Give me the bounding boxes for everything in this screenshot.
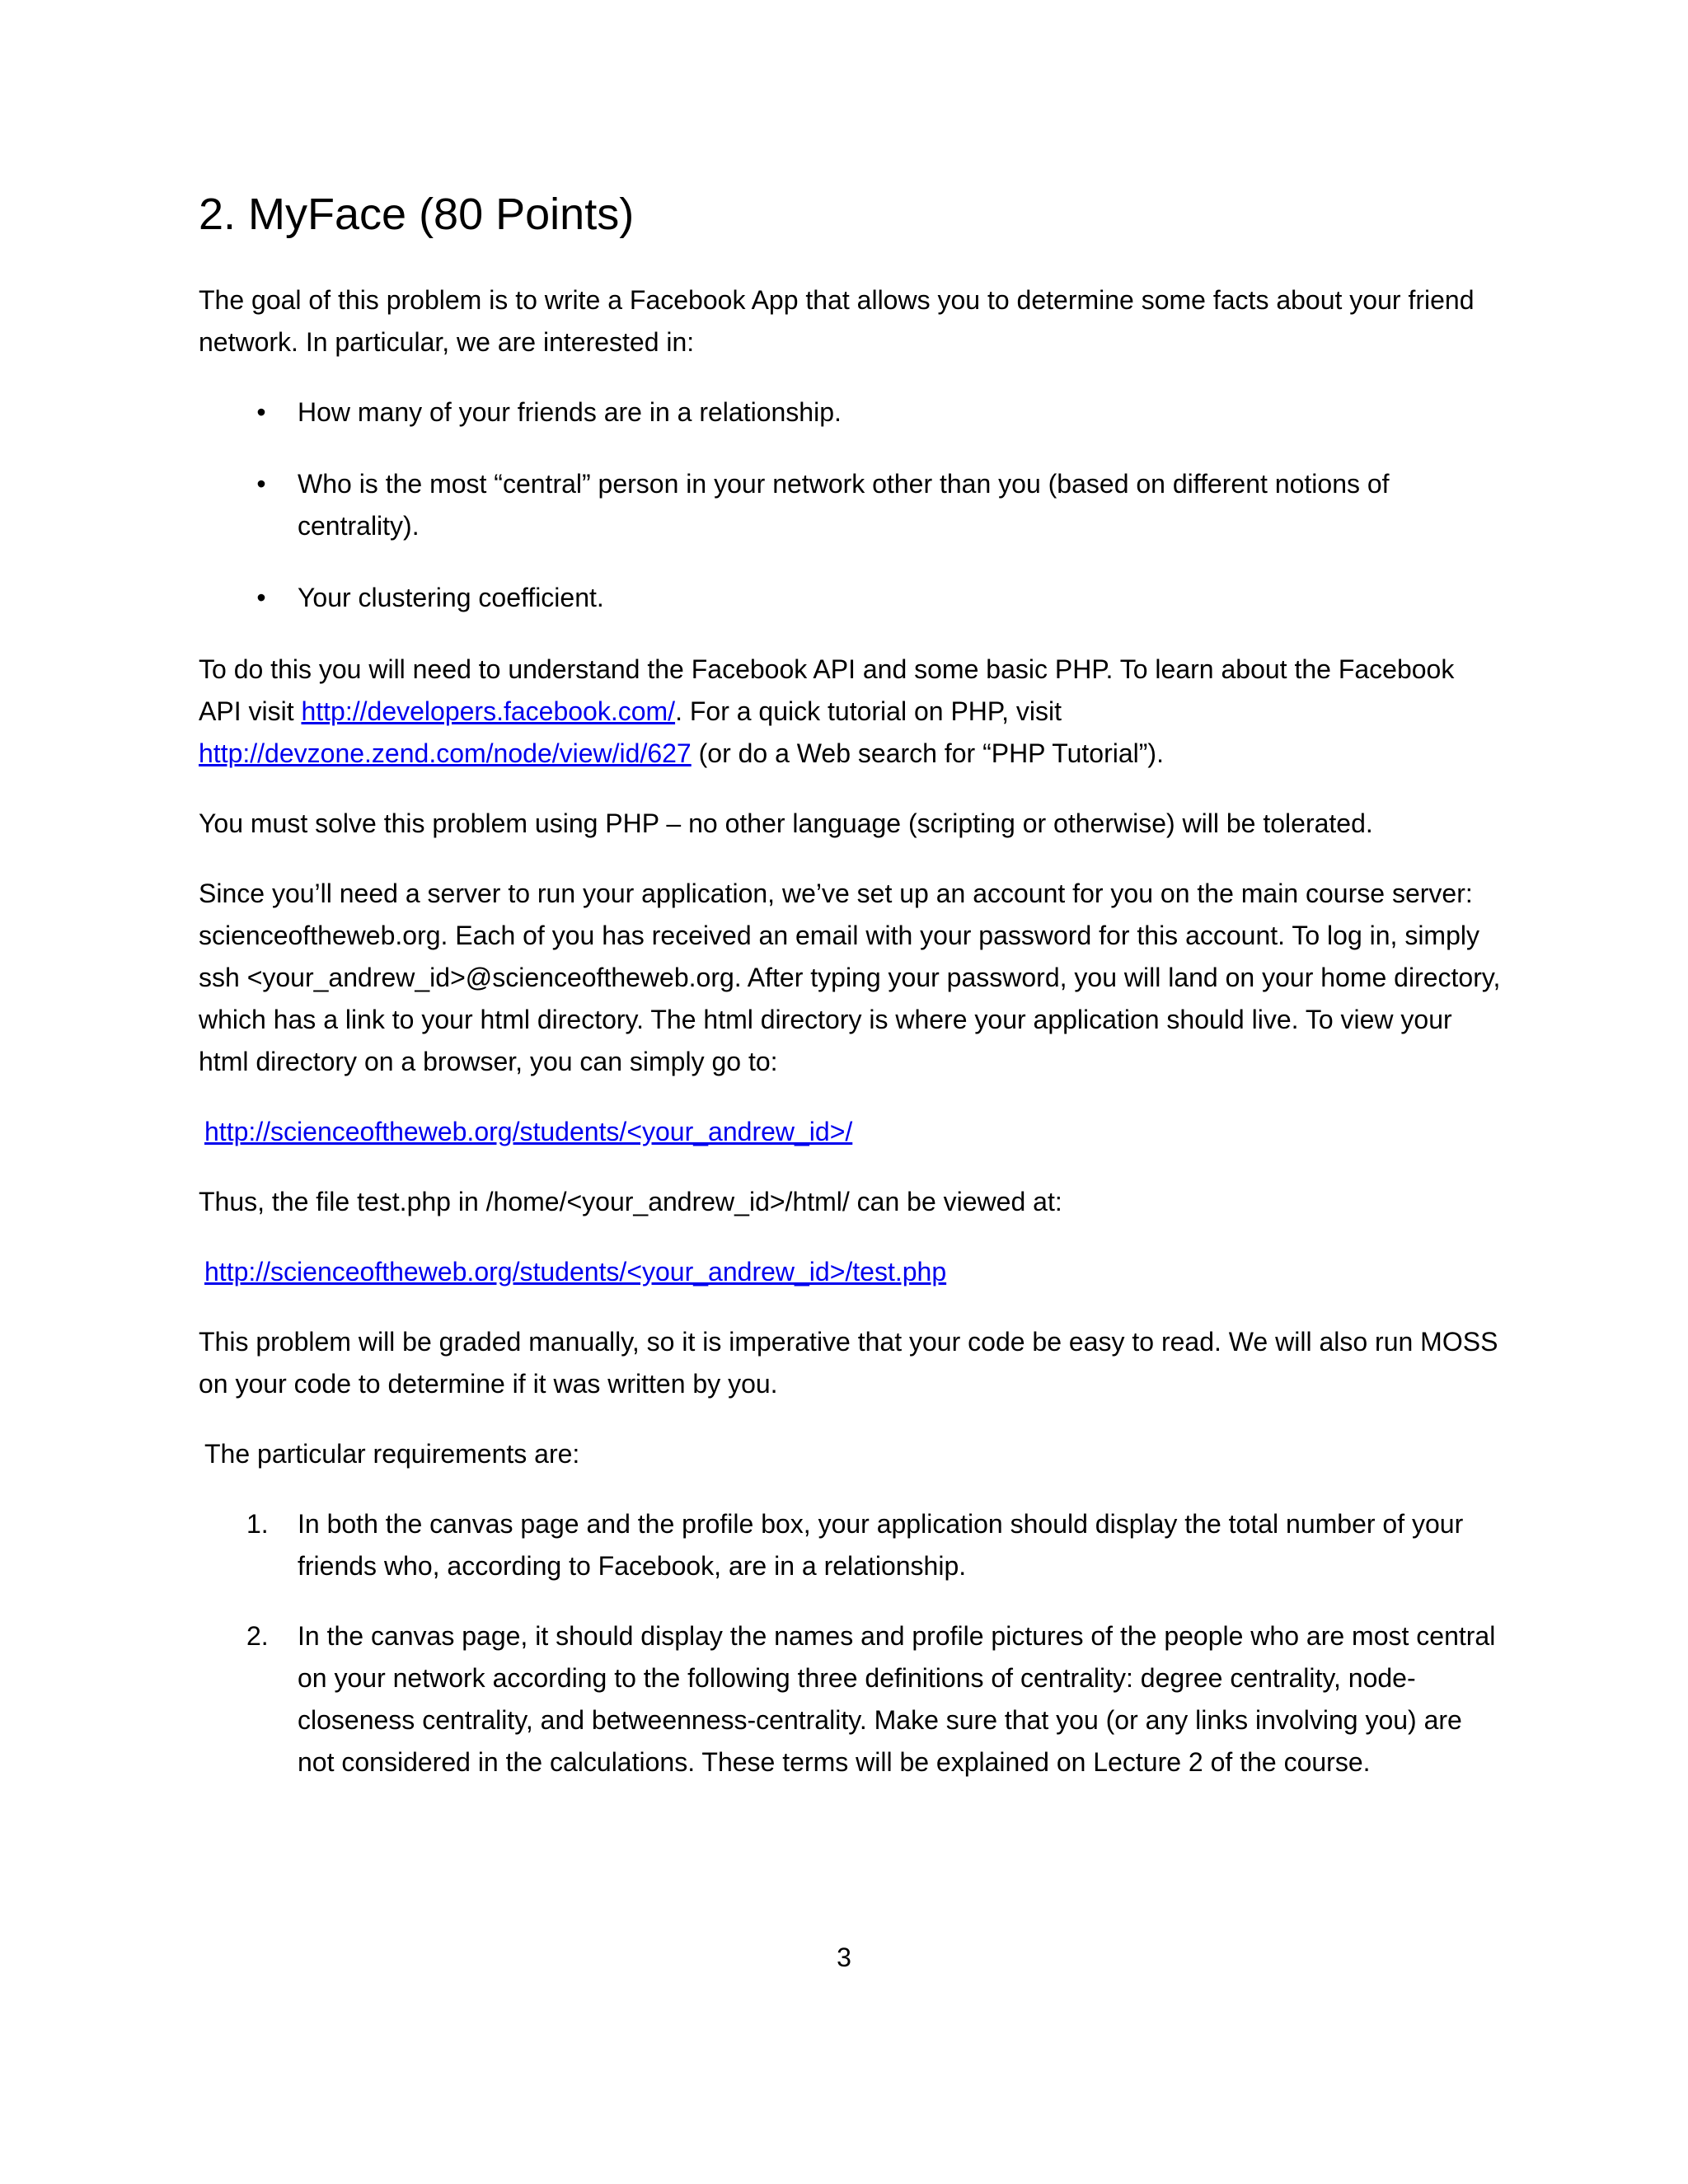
list-item-text: How many of your friends are in a relationship.	[298, 396, 842, 427]
grading-paragraph: This problem will be graded manually, so it is imperative that your code be easy to read. We will also run MOSS on your code to determine if it was written by you.	[199, 1326, 1498, 1399]
list-item	[199, 391, 1501, 434]
php-tutorial-link[interactable]: http://devzone.zend.com/node/view/id/627	[199, 738, 692, 768]
bullet-icon: •	[256, 468, 266, 499]
requirement-text: In both the canvas page and the profile box, your application should display the total number of your friends who, according to Facebook, are in a relationship.	[298, 1508, 1464, 1581]
student-directory-link[interactable]: http://scienceoftheweb.org/students/<your_andrew_id>/	[204, 1116, 853, 1146]
list-item-text: Your clustering coefficient.	[298, 582, 604, 612]
bullet-icon: •	[256, 582, 266, 612]
requirement-text: In the canvas page, it should display the names and profile pictures of the people who are most central on your network according to the following three definitions of centrality: degree centrality, node-closeness centrality, and betweenness-centrality. Make sure that you (or any links involving you) are not considered in the calculations. These terms will be explained on Lecture 2 of the course.	[298, 1620, 1496, 1777]
test-php-link[interactable]: http://scienceoftheweb.org/students/<your_andrew_id>/test.php	[204, 1256, 947, 1286]
requirement-number: 1.	[246, 1508, 269, 1539]
api-text-after: (or do a Web search for “PHP Tutorial”).	[691, 738, 1164, 768]
section-heading: 2. MyFace (80 Points)	[199, 190, 635, 239]
list-item	[199, 1503, 1501, 1587]
test-file-paragraph: Thus, the file test.php in /home/<your_andrew_id>/html/ can be viewed at:	[199, 1186, 1062, 1216]
facebook-developers-link[interactable]: http://developers.facebook.com/	[301, 696, 676, 726]
php-only-paragraph: You must solve this problem using PHP – no other language (scripting or otherwise) will be tolerated.	[199, 808, 1373, 838]
document-page	[199, 188, 1501, 1811]
list-item	[199, 1615, 1501, 1783]
api-text-between: . For a quick tutorial on PHP, visit	[675, 696, 1062, 726]
api-paragraph	[199, 649, 1501, 775]
bullet-icon: •	[256, 396, 266, 427]
requirements-list	[199, 1503, 1501, 1783]
list-item	[199, 577, 1501, 619]
page-number: 3	[837, 1943, 851, 1972]
requirements-intro: The particular requirements are:	[204, 1438, 580, 1469]
test-url-paragraph	[199, 1251, 1501, 1293]
server-paragraph: Since you’ll need a server to run your application, we’ve set up an account for you on the main course server: scienceoftheweb.org. Each of you has received an email with your password for this account. To log in, simply ssh <your_andrew_id>@scienceoftheweb.org. After typing your password, you will land on your home directory, which has a link to your html directory. The html directory is where your application should live. To view your html directory on a browser, you can simply go to:	[199, 878, 1501, 1076]
api-text-before: To do this you will need to understand the Facebook API and some basic PHP. To learn about the Facebook API visit	[199, 654, 1455, 726]
list-item-text: Who is the most “central” person in your network other than you (based on different notions of centrality).	[298, 468, 1390, 541]
student-url-paragraph	[199, 1111, 1501, 1153]
interest-list	[199, 391, 1501, 619]
list-item	[199, 463, 1501, 547]
requirement-number: 2.	[246, 1620, 269, 1651]
intro-paragraph: The goal of this problem is to write a Facebook App that allows you to determine some facts about your friend network. In particular, we are interested in:	[199, 284, 1475, 357]
